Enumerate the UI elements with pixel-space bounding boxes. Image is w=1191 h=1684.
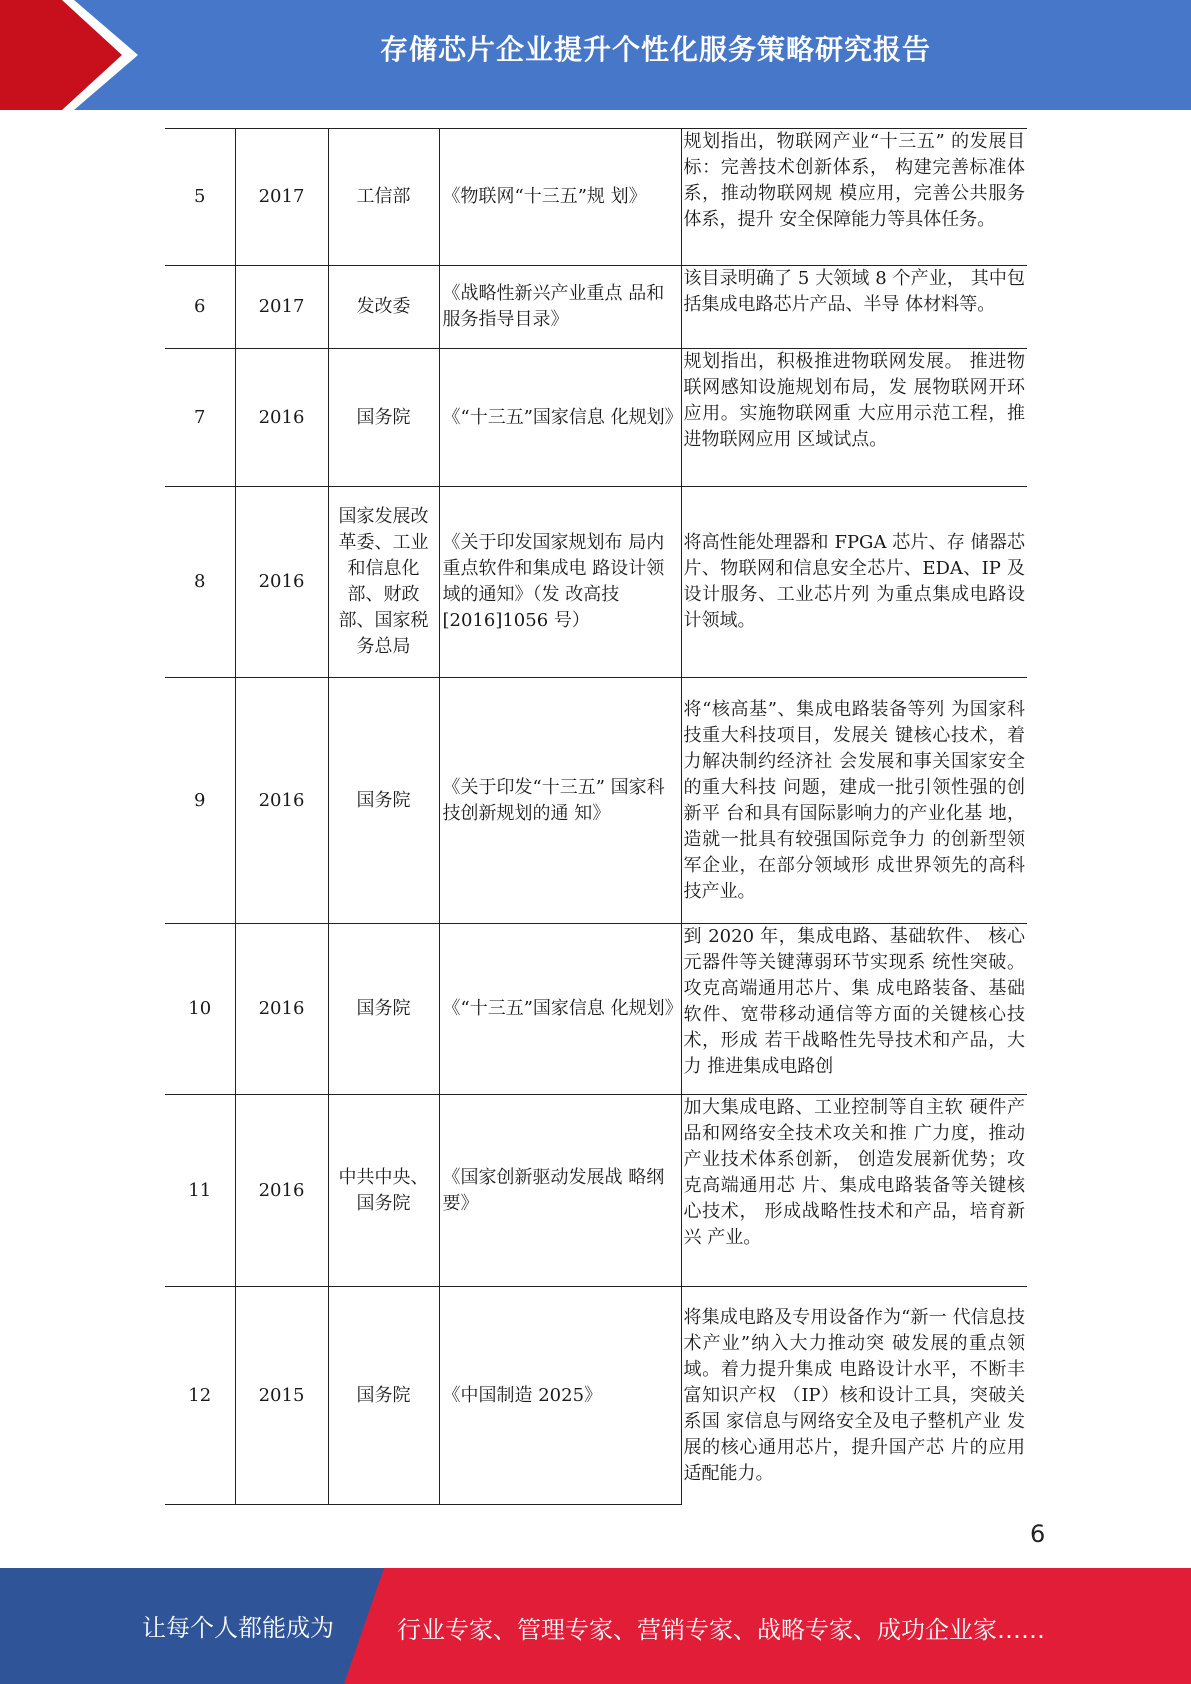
row-number: 8	[165, 487, 235, 678]
row-department: 国务院	[328, 678, 439, 924]
row-document: 《物联网“十三五”规 划》	[439, 129, 681, 266]
table-row	[165, 1095, 1027, 1287]
row-content: 到 2020 年，集成电路、基础软件、 核心元器件等关键薄弱环节实现系 统性突破。攻克高端通用芯片、集 成电路装备、基础软件、宽带移动通信等方面的关键核心技术，形成 若干战略性先导技术和产品，大力 推进集成电路创	[681, 924, 1027, 1095]
row-content: 将集成电路及专用设备作为“新一 代信息技术产业”纳入大力推动突 破发展的重点领域。着力提升集成 电路设计水平，不断丰富知识产权 （IP）核和设计工具，突破关系国 家信息与网络安全及电子整机产业 发展的核心通用芯片，提升国产芯 片的应用适配能力。	[681, 1287, 1027, 1505]
table-row	[165, 1287, 1027, 1505]
row-number: 5	[165, 129, 235, 266]
row-number: 7	[165, 349, 235, 487]
row-department: 发改委	[328, 266, 439, 349]
row-content: 将高性能处理器和 FPGA 芯片、存 储器芯片、物联网和信息安全芯片、EDA、IP 及设计服务、工业芯片列 为重点集成电路设计领域。	[681, 487, 1027, 678]
table-row	[165, 349, 1027, 487]
row-content: 加大集成电路、工业控制等自主软 硬件产品和网络安全技术攻关和推 广力度，推动产业技术体系创新， 创造发展新优势；攻克高端通用芯 片、集成电路装备等关键核心技术， 形成战略性技术和产品，培育新兴 产业。	[681, 1095, 1027, 1287]
row-year: 2016	[235, 487, 328, 678]
row-document: 《关于印发“十三五” 国家科技创新规划的通 知》	[439, 678, 681, 924]
row-year: 2016	[235, 924, 328, 1095]
page-footer	[0, 1568, 1191, 1684]
row-number: 10	[165, 924, 235, 1095]
row-content: 规划指出，积极推进物联网发展。 推进物联网感知设施规划布局，发 展物联网开环应用。实施物联网重 大应用示范工程，推进物联网应用 区域试点。	[681, 349, 1027, 487]
row-department: 国家发展改革委、工业和信息化部、财政部、国家税务总局	[328, 487, 439, 678]
table-row	[165, 266, 1027, 349]
row-department: 工信部	[328, 129, 439, 266]
row-year: 2015	[235, 1287, 328, 1505]
row-number: 6	[165, 266, 235, 349]
row-document: 《国家创新驱动发展战 略纲要》	[439, 1095, 681, 1287]
footer-slogan-left: 让每个人都能成为	[142, 1614, 334, 1642]
row-year: 2016	[235, 1095, 328, 1287]
row-year: 2017	[235, 129, 328, 266]
table-row	[165, 129, 1027, 266]
row-department: 国务院	[328, 924, 439, 1095]
row-department: 国务院	[328, 349, 439, 487]
row-document: 《“十三五”国家信息 化规划》	[439, 924, 681, 1095]
row-number: 11	[165, 1095, 235, 1287]
row-department: 中共中央、国务院	[328, 1095, 439, 1287]
row-department: 国务院	[328, 1287, 439, 1505]
row-year: 2017	[235, 266, 328, 349]
row-document: 《关于印发国家规划布 局内重点软件和集成电 路设计领域的通知》（发 改高技[2016]1056 号）	[439, 487, 681, 678]
row-document: 《中国制造 2025》	[439, 1287, 681, 1505]
policy-table	[165, 128, 1027, 1505]
table-row	[165, 487, 1027, 678]
footer-slogan-right: 行业专家、管理专家、营销专家、战略专家、成功企业家……	[397, 1616, 1045, 1644]
row-year: 2016	[235, 349, 328, 487]
row-content: 该目录明确了 5 大领域 8 个产业， 其中包括集成电路芯片产品、半导 体材料等。	[681, 266, 1027, 349]
row-document: 《战略性新兴产业重点 品和服务指导目录》	[439, 266, 681, 349]
table-row	[165, 924, 1027, 1095]
row-document: 《“十三五”国家信息 化规划》	[439, 349, 681, 487]
row-content: 规划指出，物联网产业“十三五” 的发展目标：完善技术创新体系， 构建完善标准体系，推动物联网规 模应用，完善公共服务体系，提升 安全保障能力等具体任务。	[681, 129, 1027, 266]
row-number: 12	[165, 1287, 235, 1505]
table-row	[165, 678, 1027, 924]
page-number: 6	[1030, 1520, 1046, 1548]
report-title: 存储芯片企业提升个性化服务策略研究报告	[379, 33, 931, 66]
row-content: 将“核高基”、集成电路装备等列 为国家科技重大科技项目，发展关 键核心技术，着力解决制约经济社 会发展和事关国家安全的重大科技 问题，建成一批引领性强的创新平 台和具有国际影响力的产业化基 地，造就一批具有较强国际竞争力 的创新型领军企业，在部分领域形 成世界领先的高科技产业。	[681, 678, 1027, 924]
row-year: 2016	[235, 678, 328, 924]
page-header	[0, 0, 1191, 110]
row-number: 9	[165, 678, 235, 924]
